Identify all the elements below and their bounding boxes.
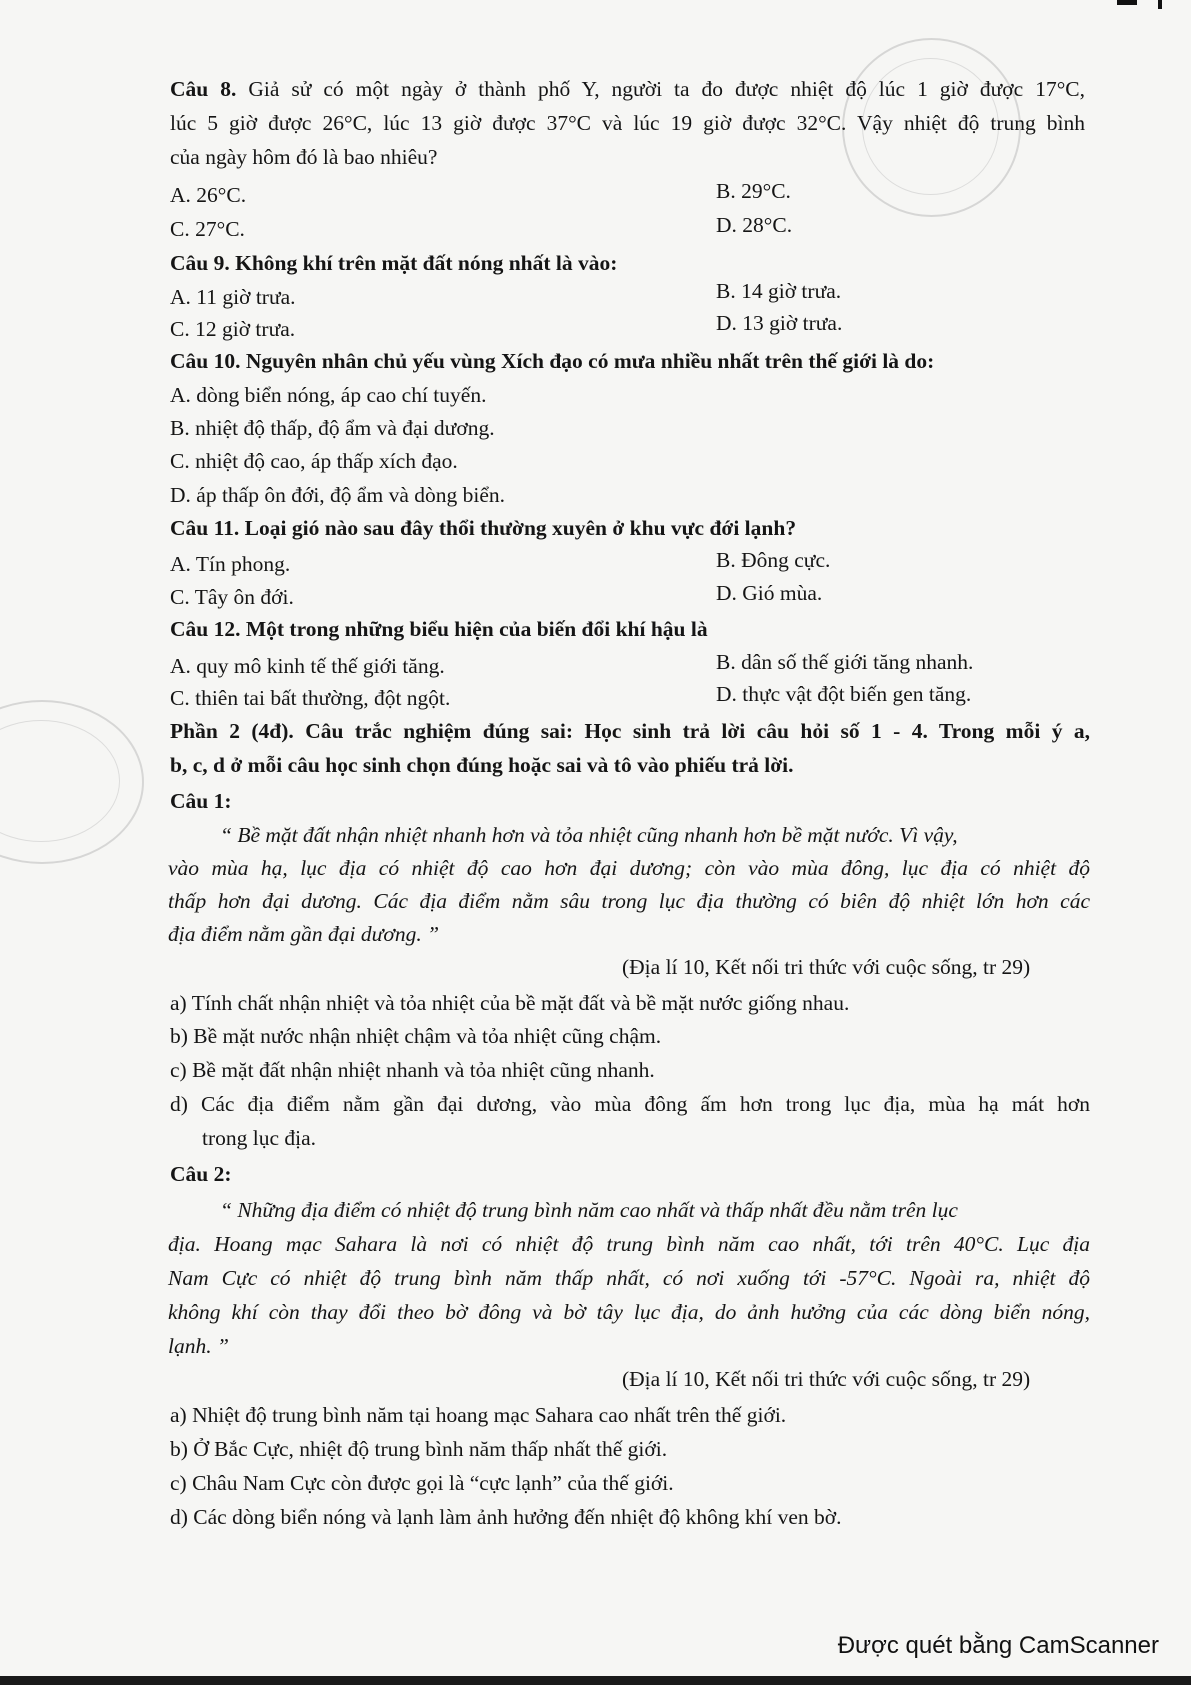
school-stamp-left	[0, 700, 144, 864]
question-8-option-c: C. 27°C.	[170, 217, 245, 241]
question-10-option-a: A. dòng biển nóng, áp cao chí tuyến.	[170, 383, 487, 407]
statement-1-item-d-continued: trong lục địa.	[202, 1126, 317, 1150]
statement-1-item-a: a) Tính chất nhận nhiệt và tỏa nhiệt của bề mặt đất và bề mặt nước giống nhau.	[170, 991, 850, 1015]
question-11-option-b: B. Đông cực.	[716, 548, 831, 572]
question-9-option-d: D. 13 giờ trưa.	[716, 311, 843, 335]
question-11-option-d: D. Gió mùa.	[716, 581, 823, 605]
statement-1-item-d: d) Các địa điểm nằm gần đại dương, vào mùa đông ấm hơn trong lục địa, mùa hạ mát hơn	[170, 1092, 1090, 1116]
question-11-option-c: C. Tây ôn đới.	[170, 585, 294, 609]
statement-1-quote-line: vào mùa hạ, lục địa có nhiệt độ cao hơn đại dương; còn vào mùa đông, lục địa có nhiệt độ	[168, 856, 1090, 880]
question-12-option-a: A. quy mô kinh tế thế giới tăng.	[170, 654, 445, 678]
statement-1-source: (Địa lí 10, Kết nối tri thức với cuộc sống, tr 29)	[622, 955, 1031, 979]
question-8-option-b: B. 29°C.	[716, 179, 791, 203]
question-9-option-c: C. 12 giờ trưa.	[170, 317, 296, 341]
question-8-line-1: Câu 8. Giả sử có một ngày ở thành phố Y, người ta đo được nhiệt độ lúc 1 giờ được 17°C,	[170, 77, 1086, 101]
question-8-option-d: D. 28°C.	[716, 213, 793, 237]
statement-2-title: Câu 2:	[170, 1162, 232, 1186]
question-8-line-2: lúc 5 giờ được 26°C, lúc 13 giờ được 37°C và lúc 19 giờ được 32°C. Vậy nhiệt độ trung bình	[170, 111, 1085, 135]
part-2-heading-line-1: Phần 2 (4đ). Câu trắc nghiệm đúng sai: Học sinh trả lời câu hỏi số 1 - 4. Trong mỗi ý a,	[170, 719, 1090, 743]
question-11-option-a: A. Tín phong.	[170, 552, 291, 576]
scan-bottom-edge	[0, 1676, 1191, 1685]
question-10-option-b: B. nhiệt độ thấp, độ ẩm và đại dương.	[170, 416, 495, 440]
statement-2-quote-line: không khí còn thay đổi theo bờ đông và bờ tây lục địa, do ảnh hưởng của các dòng biển nóng,	[168, 1300, 1090, 1324]
statement-1-quote-line: “ Bề mặt đất nhận nhiệt nhanh hơn và tỏa nhiệt cũng nhanh hơn bề mặt nước. Vì vậy,	[220, 823, 958, 847]
camscanner-watermark: Được quét bằng CamScanner	[837, 1632, 1159, 1659]
part-2-heading-line-2: b, c, d ở mỗi câu học sinh chọn đúng hoặc sai và tô vào phiếu trả lời.	[170, 753, 794, 777]
statement-2-item-c: c) Châu Nam Cực còn được gọi là “cực lạnh” của thế giới.	[170, 1471, 674, 1495]
question-12-option-d: D. thực vật đột biến gen tăng.	[716, 682, 972, 706]
question-12-option-c: C. thiên tai bất thường, đột ngột.	[170, 686, 451, 710]
statement-2-quote-line: Nam Cực có nhiệt độ trung bình năm thấp nhất, có nơi xuống tới -57°C. Ngoài ra, nhiệt độ	[168, 1266, 1090, 1290]
statement-2-quote-line: lạnh. ”	[168, 1334, 229, 1358]
statement-1-quote-line: địa điểm nằm gần đại dương. ”	[168, 922, 440, 946]
question-10-option-d: D. áp thấp ôn đới, độ ẩm và dòng biển.	[170, 483, 506, 507]
question-8-option-a: A. 26°C.	[170, 183, 247, 207]
statement-2-quote-line: “ Những địa điểm có nhiệt độ trung bình năm cao nhất và thấp nhất đều nằm trên lục	[220, 1198, 958, 1222]
scan-edge-mark	[1158, 0, 1162, 9]
statement-2-item-d: d) Các dòng biển nóng và lạnh làm ảnh hưởng đến nhiệt độ không khí ven bờ.	[170, 1505, 842, 1529]
question-8-label: Câu 8.	[170, 77, 237, 101]
question-11-stem: Câu 11. Loại gió nào sau đây thổi thường xuyên ở khu vực đới lạnh?	[170, 516, 797, 540]
statement-1-item-b: b) Bề mặt nước nhận nhiệt chậm và tỏa nhiệt cũng chậm.	[170, 1024, 662, 1048]
question-10-stem: Câu 10. Nguyên nhân chủ yếu vùng Xích đạo có mưa nhiều nhất trên thế giới là do:	[170, 349, 935, 373]
question-12-stem: Câu 12. Một trong những biểu hiện của biến đổi khí hậu là	[170, 617, 708, 641]
statement-1-item-c: c) Bề mặt đất nhận nhiệt nhanh và tỏa nhiệt cũng nhanh.	[170, 1058, 655, 1082]
statement-2-item-b: b) Ở Bắc Cực, nhiệt độ trung bình năm thấp nhất thế giới.	[170, 1437, 668, 1461]
statement-2-source: (Địa lí 10, Kết nối tri thức với cuộc sống, tr 29)	[622, 1367, 1031, 1391]
statement-2-quote-line: địa. Hoang mạc Sahara là nơi có nhiệt độ trung bình năm cao nhất, tới trên 40°C. Lục địa	[168, 1232, 1090, 1256]
question-8-line-3: của ngày hôm đó là bao nhiêu?	[170, 145, 438, 169]
statement-1-title: Câu 1:	[170, 789, 232, 813]
question-9-option-a: A. 11 giờ trưa.	[170, 285, 296, 309]
scan-edge-mark	[1117, 0, 1137, 5]
question-9-option-b: B. 14 giờ trưa.	[716, 279, 842, 303]
question-9-stem: Câu 9. Không khí trên mặt đất nóng nhất là vào:	[170, 251, 618, 275]
question-12-option-b: B. dân số thế giới tăng nhanh.	[716, 650, 974, 674]
statement-1-quote-line: thấp hơn đại dương. Các địa điểm nằm sâu trong lục địa thường có biên độ nhiệt lớn hơn các	[168, 889, 1090, 913]
statement-2-item-a: a) Nhiệt độ trung bình năm tại hoang mạc Sahara cao nhất trên thế giới.	[170, 1403, 787, 1427]
question-10-option-c: C. nhiệt độ cao, áp thấp xích đạo.	[170, 449, 458, 473]
